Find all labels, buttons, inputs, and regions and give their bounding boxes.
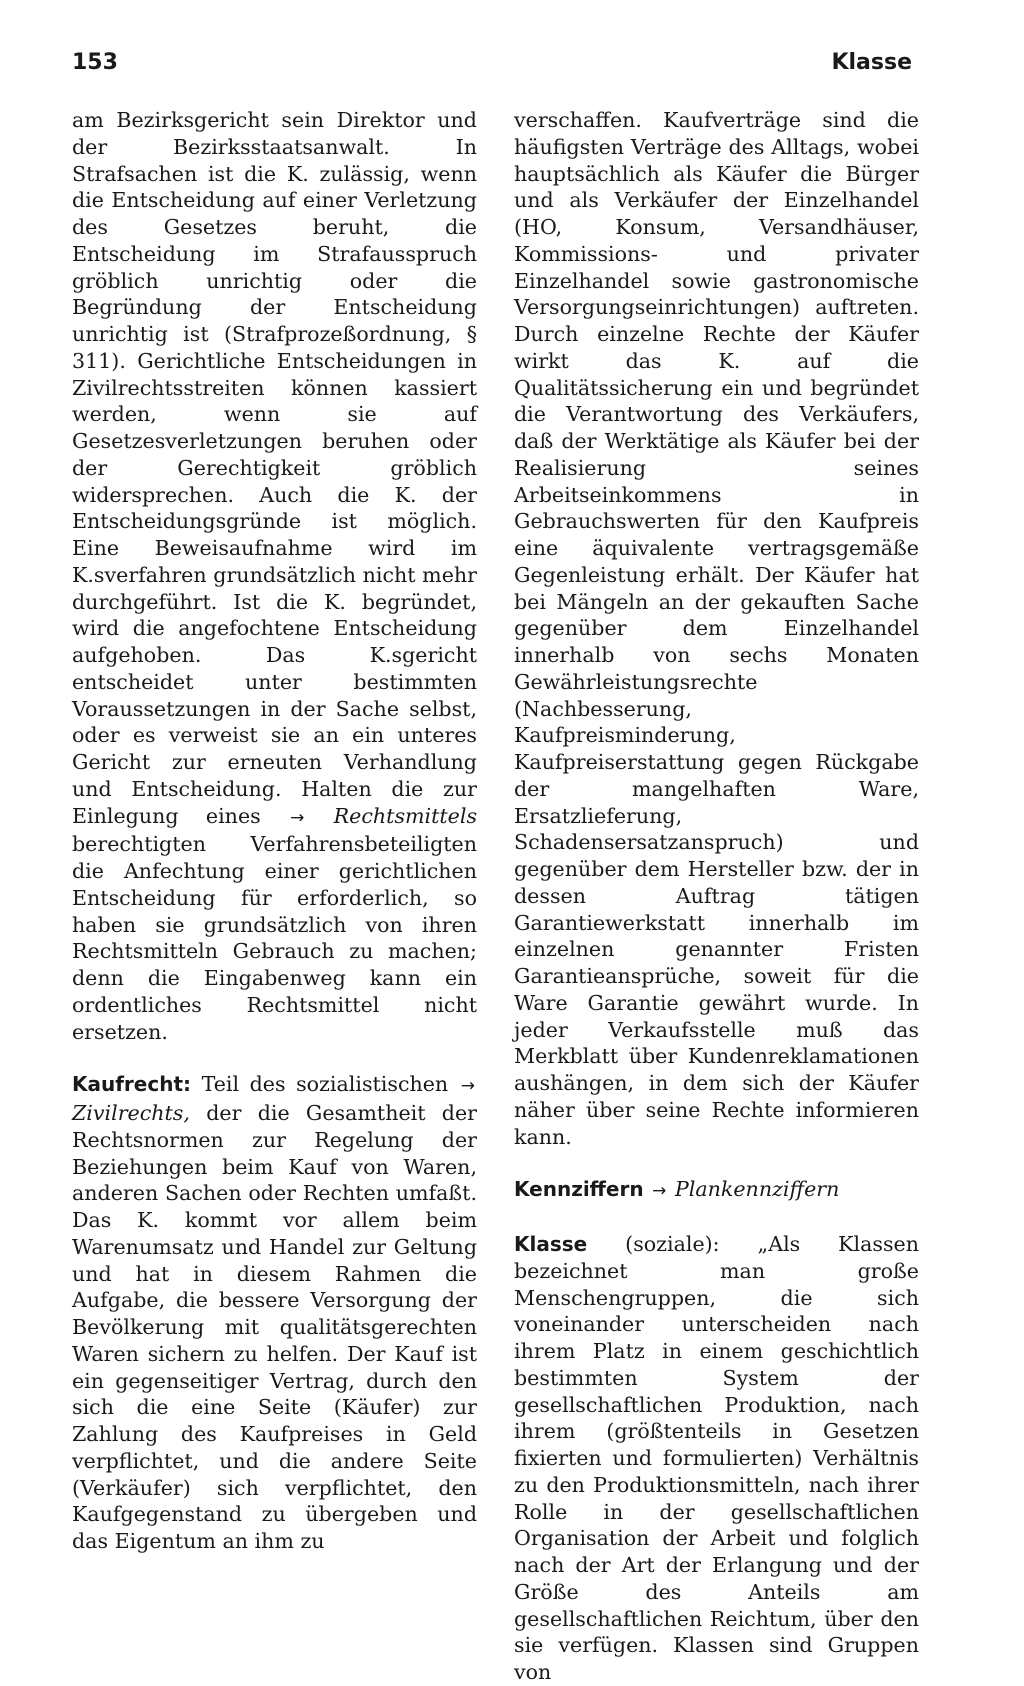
- entry-text: am Bezirksgericht sein Direktor und der Bezirksstaatsanwalt. In Strafsachen ist die K. zulässig, wenn die Entscheidung auf einer Verletzung des Gesetzes beruht, die Entscheidung im Strafausspruch gröblich unrichtig oder die Begründung der Entscheidung unrichtig ist (Strafprozeßordnung, § 311). Gerichtliche Entscheidungen in Zivilrechtsstreiten können kassiert werden, wenn sie auf Gesetzesverletzungen beruhen oder der Gerechtigkeit gröblich widersprechen. Auch die K. der Entscheidungsgründe ist möglich. Eine Beweisaufnahme wird im K.sverfahren grundsätzlich nicht mehr durchgeführt. Ist die K. begründet, wird die angefochtene Entscheidung aufgehoben. Das K.sgericht entscheidet unter bestimmten Voraussetzungen in der Sache selbst, oder es verweist sie an ein unteres Gericht zur erneuten Verhandlung und Entscheidung. Halten die zur Einlegung eines: [72, 108, 477, 828]
- entry-text: berechtigten Verfahrensbeteiligten die Anfechtung einer gerichtlichen Entscheidung für erforderlich, so haben sie grundsätzlich von ihren Rechtsmitteln Gebrauch zu machen; denn die Eingabenweg kann ein ordentliches Rechtsmittel nicht ersetzen.: [72, 832, 477, 1044]
- headword-klasse: Klasse: [514, 1232, 588, 1256]
- entry-kaufrecht: [72, 1071, 477, 1555]
- cross-reference-zivilrecht: Zivilrechts,: [72, 1101, 190, 1125]
- entry-text: Teil des sozialistischen: [201, 1072, 449, 1097]
- entry-kassation-continued: [72, 107, 477, 1045]
- entry-text: der die Gesamtheit der Rechtsnormen zur Regelung der Beziehungen beim Kauf von Waren, anderen Sachen oder Rechten umfaßt. Das K. kommt vor allem beim Warenumsatz und Handel zur Geltung und hat in diesem Rahmen die Aufgabe, die bessere Versorgung der Bevölkerung mit qualitätsgerechten Waren sichern zu helfen. Der Kauf ist ein gegenseitiger Vertrag, durch den sich die eine Seite (Käufer) zur Zahlung des Kaufpreises in Geld verpflichtet, und die andere Seite (Verkäufer) sich verpflichtet, den Kaufgegenstand zu übergeben und das Eigentum an ihm zu: [72, 1101, 478, 1553]
- page-number: 153: [72, 50, 118, 75]
- right-column: [514, 107, 919, 1686]
- entry-kaufrecht-continued: [514, 107, 919, 1150]
- cross-reference-rechtsmittel: Rechtsmittels: [333, 803, 478, 828]
- entry-klasse: [514, 1231, 919, 1686]
- cross-reference-arrow-icon: →: [460, 1076, 475, 1097]
- cross-reference-arrow-icon: →: [652, 1181, 667, 1202]
- entry-kennziffern: [514, 1176, 919, 1205]
- cross-reference-plankennziffern: Plankennziffern: [674, 1177, 840, 1202]
- headword-kennziffern: Kennziffern: [514, 1177, 644, 1202]
- left-column: [72, 107, 477, 1555]
- cross-reference-arrow-icon: →: [290, 807, 305, 828]
- page-header: [72, 48, 912, 84]
- headword-kaufrecht: Kaufrecht:: [72, 1072, 192, 1097]
- entry-text: verschaffen. Kaufverträge sind die häufigsten Verträge des Alltags, wobei hauptsächlich als Käufer die Bürger und als Verkäufer der Einzelhandel (HO, Konsum, Versandhäuser, Kommissions- und privater Einzelhandel sowie gastronomische Versorgungseinrichtungen) auftreten. Durch einzelne Rechte der Käufer wirkt das K. auf die Qualitätssicherung ein und begründet die Verantwortung des Verkäufers, daß der Werktätige als Käufer bei der Realisierung seines Arbeitseinkommens in Gebrauchswerten für den Kaufpreis eine äquivalente vertragsgemäße Gegenleistung erhält. Der Käufer hat bei Mängeln an der gekauften Sache gegenüber dem Einzelhandel innerhalb von sechs Monaten Gewährleistungsrechte (Nachbesserung, Kaufpreisminderung, Kaufpreiserstattung gegen Rückgabe der mangelhaften Ware, Ersatzlieferung, Schadensersatzanspruch) und gegenüber dem Hersteller bzw. der in dessen Auftrag tätigen Garantiewerkstatt innerhalb im einzelnen genannter Fristen Garantieansprüche, soweit für die Ware Garantie gewährt wurde. In jeder Verkaufsstelle muß das Merkblatt über Kundenreklamationen aushängen, in dem sich der Käufer näher über seine Rechte informieren kann.: [514, 108, 919, 1149]
- entry-text: (soziale): „Als Klassen bezeichnet man große Menschengruppen, die sich voneinander unterscheiden nach ihrem Platz in einem geschichtlich bestimmten System der gesellschaftlichen Produktion, nach ihrem (größtenteils in Gesetzen fixierten und formulierten) Verhältnis zu den Produktionsmitteln, nach ihrer Rolle in der gesellschaftlichen Organisation der Arbeit und folglich nach der Art der Erlangung und der Größe des Anteils am gesellschaftlichen Reichtum, über den sie verfügen. Klassen sind Gruppen von: [514, 1232, 919, 1684]
- running-head: Klasse: [831, 50, 912, 75]
